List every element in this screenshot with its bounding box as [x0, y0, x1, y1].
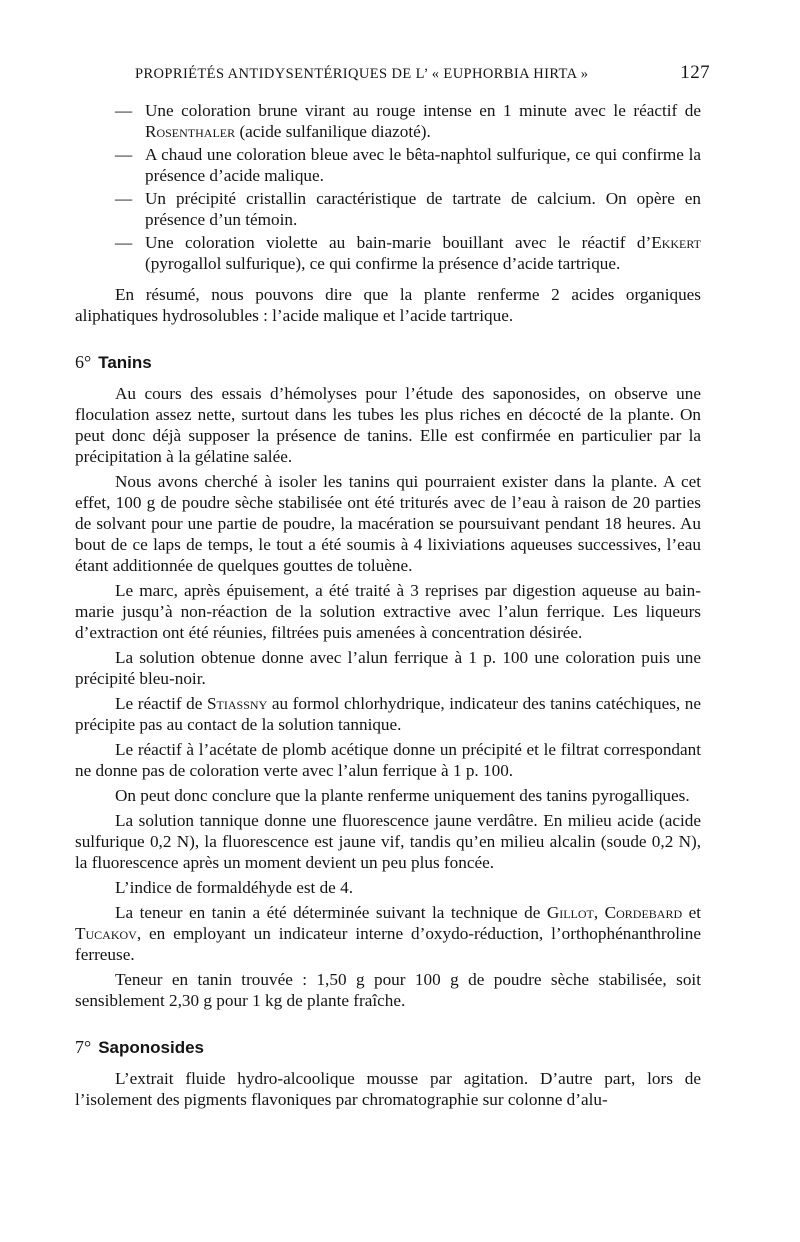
- section-title: Tanins: [98, 353, 152, 372]
- page-number: 127: [680, 62, 710, 83]
- paragraph: Au cours des essais d’hémolyses pour l’étude des saponosides, on observe une floculation assez nette, surtout dans les tubes les plus riches en décocté de la plante. On peut donc déjà supposer la présence de tanins. Elle est confirmée en particulier par la précipitation à la gélatine salée.: [75, 384, 701, 466]
- list-item-text: (pyrogallol sulfurique), ce qui confirme la présence d’acide tartrique.: [145, 254, 621, 273]
- summary-paragraph: En résumé, nous pouvons dire que la plante renferme 2 acides organiques aliphatiques hydrosolubles : l’acide malique et l’acide tartrique.: [75, 285, 701, 325]
- paragraph: [75, 902, 701, 965]
- list-item: [75, 144, 701, 186]
- list-item: [75, 188, 701, 230]
- list-item: [75, 100, 701, 142]
- author-name: Ekkert: [651, 233, 701, 252]
- paragraph: Le marc, après épuisement, a été traité à 3 reprises par digestion aqueuse au bain-marie jusqu’à non-réaction de la solution extractive avec l’alun ferrique. Les liqueurs d’extraction ont été réunies, filtrées puis amenées à concentration désirée.: [75, 581, 701, 642]
- section-heading-saponosides: [75, 1037, 701, 1058]
- running-title: PROPRIÉTÉS ANTIDYSENTÉRIQUES DE L’ « EUPHORBIA HIRTA »: [135, 66, 589, 82]
- paragraph: Teneur en tanin trouvée : 1,50 g pour 100 g de poudre sèche stabilisée, soit sensiblement 2,30 g pour 1 kg de plante fraîche.: [75, 970, 701, 1010]
- section-heading-tanins: [75, 352, 701, 373]
- paragraph: La solution obtenue donne avec l’alun ferrique à 1 p. 100 une coloration puis une précipité bleu-noir.: [75, 648, 701, 688]
- paragraph: On peut donc conclure que la plante renferme uniquement des tanins pyrogalliques.: [115, 786, 690, 805]
- paragraph: La solution tannique donne une fluorescence jaune verdâtre. En milieu acide (acide sulfurique 0,2 N), la fluorescence est jaune vif, tandis qu’en milieu alcalin (soude 0,2 N), la fluorescence après un moment devient un peu plus foncée.: [75, 811, 701, 872]
- page-body: [75, 100, 701, 1114]
- author-name: Tucakov: [75, 924, 137, 943]
- paragraph-text: au formol chlorhydrique, indicateur des tanins catéchiques, ne précipite pas au contact de la solution tannique.: [75, 694, 702, 734]
- section-title: Saponosides: [98, 1038, 205, 1057]
- author-name: Stiassny: [207, 694, 268, 713]
- author-name: Rosenthaler: [145, 122, 236, 141]
- page-header: [135, 64, 710, 86]
- paragraph: Le réactif à l’acétate de plomb acétique donne un précipité et le filtrat correspondant ne donne pas de coloration verte avec l’alun ferrique à 1 p. 100.: [75, 740, 701, 780]
- paragraph-text: Le réactif de: [115, 694, 207, 713]
- paragraph-text: ,: [593, 903, 605, 922]
- list-item-text: Un précipité cristallin caractéristique de tartrate de calcium. On opère en présence d’un témoin.: [145, 189, 701, 229]
- section-number: 7°: [75, 1037, 92, 1057]
- author-name: Cordebard: [604, 903, 683, 922]
- paragraph: Nous avons cherché à isoler les tanins qui pourraient exister dans la plante. A cet effet, 100 g de poudre sèche stabilisée ont été triturés avec de l’eau à raison de 20 parties de solvant pour une partie de poudre, la macération se poursuivant pendant 18 heures. Au bout de ce laps de temps, le tout a été soumis à 4 lixiviations aqueuses successives, l’eau étant additionnée de quelques gouttes de toluène.: [75, 472, 701, 575]
- list-item-text: A chaud une coloration bleue avec le bêta-naphtol sulfurique, ce qui confirme la présence d’acide malique.: [145, 145, 701, 185]
- list-item-text: (acide sulfanilique diazoté).: [235, 122, 431, 141]
- paragraph: [75, 693, 701, 735]
- paragraph: L’extrait fluide hydro-alcoolique mousse par agitation. D’autre part, lors de l’isolement des pigments flavoniques par chromatographie sur colonne d’alu-: [75, 1069, 701, 1109]
- paragraph-text: , en employant un indicateur interne d’oxydo-réduction, l’orthophénanthroline ferreuse.: [75, 924, 701, 964]
- author-name: Gillot: [546, 903, 594, 922]
- list-item: [75, 232, 701, 274]
- paragraph-text: et: [682, 903, 702, 922]
- paragraph-text: La teneur en tanin a été déterminée suivant la technique de: [115, 903, 547, 922]
- list-item-text: Une coloration violette au bain-marie bouillant avec le réactif d’: [145, 233, 652, 252]
- list-item-text: Une coloration brune virant au rouge intense en 1 minute avec le réactif de: [145, 101, 701, 120]
- section-number: 6°: [75, 352, 92, 372]
- paragraph: L’indice de formaldéhyde est de 4.: [115, 878, 353, 897]
